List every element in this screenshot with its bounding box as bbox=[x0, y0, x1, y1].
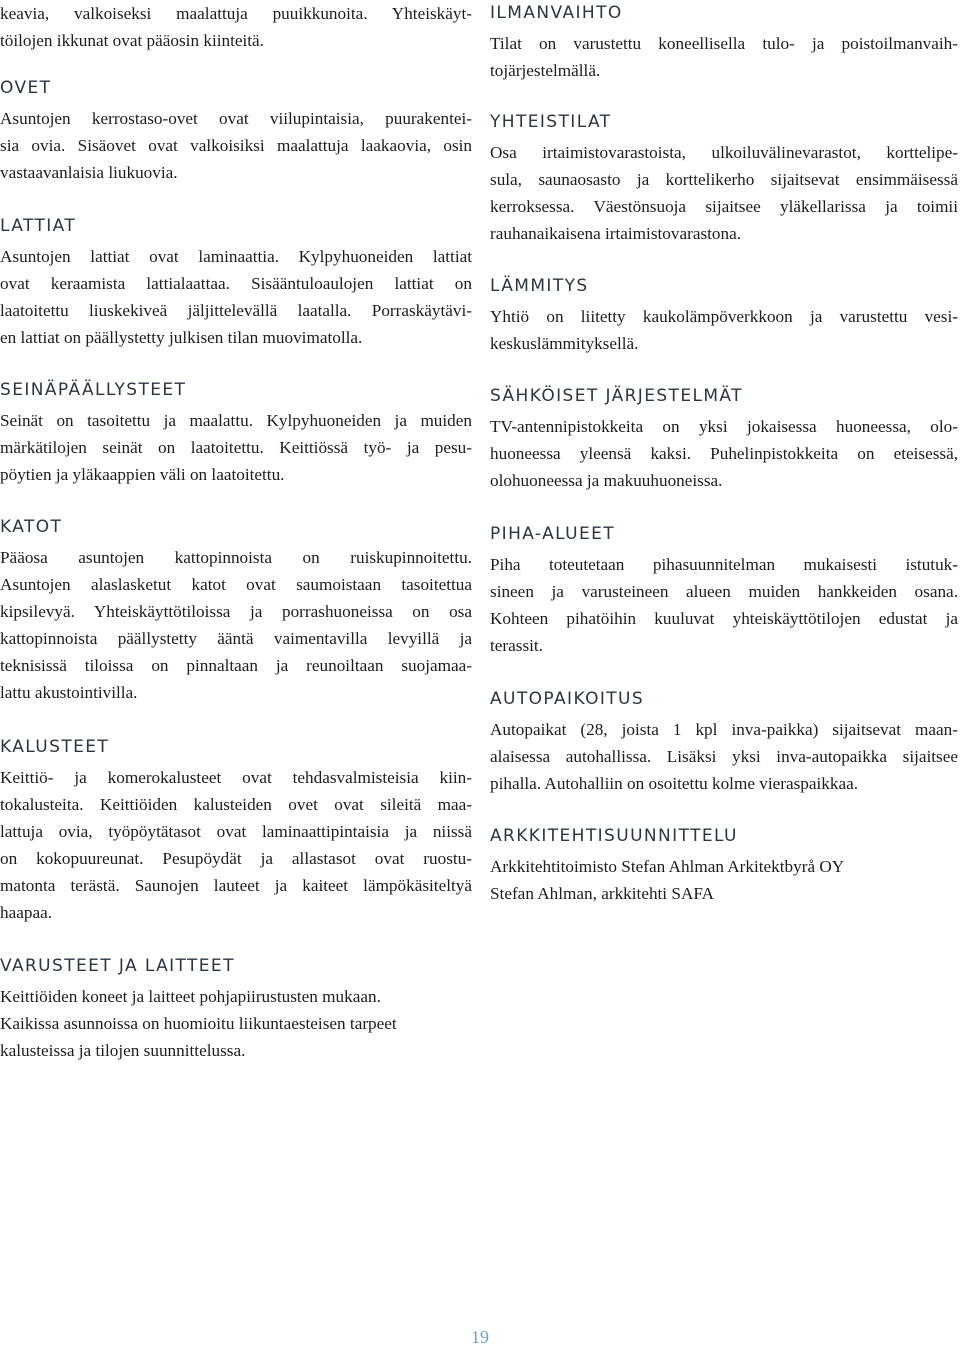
text-line: kerroksessa. Väestönsuoja sijaitsee yläkellarissa ja toimii bbox=[490, 197, 958, 216]
section-heading: ILMANVAIHTO bbox=[490, 3, 623, 23]
text-line: kipsilevyä. Yhteiskäyttötiloissa ja porrashuoneissa on osa bbox=[0, 602, 472, 621]
section-heading: YHTEISTILAT bbox=[490, 112, 612, 132]
text-line: pöytien ja yläkaappien väli on laatoitettu. bbox=[0, 465, 285, 484]
text-line: Osa irtaimistovarastoista, ulkoiluvälinevarastot, korttelipe- bbox=[490, 143, 958, 162]
section-body bbox=[0, 407, 472, 488]
text-line: lattuja ovia, työpöytätasot ovat laminaattipintaisia ja niissä bbox=[0, 822, 472, 841]
section-autopaikoitus bbox=[490, 689, 958, 797]
section-varusteet bbox=[0, 956, 397, 1064]
text-line: Pääosa asuntojen kattopinnoista on ruiskupinnoitettu. bbox=[0, 548, 472, 567]
section-heading: KALUSTEET bbox=[0, 737, 110, 757]
section-lattiat bbox=[0, 216, 472, 351]
section-lammitys bbox=[490, 276, 958, 357]
section-body bbox=[0, 764, 472, 926]
section-heading: LATTIAT bbox=[0, 216, 77, 236]
section-heading: OVET bbox=[0, 78, 52, 98]
section-sahkoiset bbox=[490, 386, 958, 494]
text-line: rauhanaikaisena irtaimistovarastona. bbox=[490, 224, 742, 243]
section-katot bbox=[0, 517, 472, 706]
section-body bbox=[0, 243, 472, 351]
text-line: Kohteen pihatöihin kuuluvat yhteiskäyttötilojen edustat ja bbox=[490, 609, 958, 628]
text-line: keskuslämmityksellä. bbox=[490, 334, 639, 353]
section-body bbox=[0, 983, 397, 1064]
section-body bbox=[0, 544, 472, 706]
section-body bbox=[0, 0, 472, 54]
section-heading: ARKKITEHTISUUNNITTELU bbox=[490, 826, 738, 846]
text-line: sia ovia. Sisäovet ovat valkoisiksi maalattuja laakaovia, osin bbox=[0, 136, 472, 155]
text-line: haapaa. bbox=[0, 903, 52, 922]
section-heading: LÄMMITYS bbox=[490, 276, 589, 296]
section-body bbox=[490, 551, 958, 659]
text-line: terassit. bbox=[490, 636, 543, 655]
text-line: TV-antennipistokkeita on yksi jokaisessa huoneessa, olo- bbox=[490, 417, 958, 436]
text-line: on kokopuureunat. Pesupöydät ja allastasot ovat ruostu- bbox=[0, 849, 472, 868]
section-body bbox=[490, 139, 958, 247]
text-line: Keittiö- ja komerokalusteet ovat tehdasvalmisteisia kiin- bbox=[0, 768, 472, 787]
section-body bbox=[490, 716, 958, 797]
text-line: keavia, valkoiseksi maalattuja puuikkunoita. Yhteiskäyt- bbox=[0, 4, 472, 23]
section-arkkitehti bbox=[490, 826, 844, 907]
text-line: kattopinnoista päällystetty ääntä vaimentavilla levyillä ja bbox=[0, 629, 472, 648]
section-body bbox=[490, 30, 958, 84]
text-line: olohuoneessa ja makuuhuoneissa. bbox=[490, 471, 723, 490]
text-line: Asuntojen alaslasketut katot ovat saumoistaan tasoitettua bbox=[0, 575, 472, 594]
text-line: Autopaikat (28, joista 1 kpl inva-paikka) sijaitsevat maan- bbox=[490, 720, 958, 739]
section-kalusteet bbox=[0, 737, 472, 926]
section-ovet bbox=[0, 78, 472, 186]
section-body bbox=[490, 303, 958, 357]
section-heading: VARUSTEET JA LAITTEET bbox=[0, 956, 235, 976]
section-body bbox=[490, 413, 958, 494]
text-line: pihalla. Autohalliin on osoitettu kolme vieraspaikkaa. bbox=[490, 774, 859, 793]
section-seinapaallysteet bbox=[0, 380, 472, 488]
section-heading: AUTOPAIKOITUS bbox=[490, 689, 645, 709]
text-line: tojärjestelmällä. bbox=[490, 61, 601, 80]
section-ilmanvaihto bbox=[490, 3, 958, 84]
text-line: töilojen ikkunat ovat pääosin kiinteitä. bbox=[0, 31, 264, 50]
page-number: 19 bbox=[471, 1327, 489, 1347]
text-line: kalusteissa ja tilojen suunnittelussa. bbox=[0, 1041, 246, 1060]
text-line: alaisessa autohallissa. Lisäksi yksi inva-autopaikka sijaitsee bbox=[490, 747, 958, 766]
text-line: Seinät on tasoitettu ja maalattu. Kylpyhuoneiden ja muiden bbox=[0, 411, 472, 430]
section-heading: PIHA-ALUEET bbox=[490, 524, 616, 544]
text-line: laatoitettu liuskekiveä jäljittelevällä laatalla. Porraskäytävi- bbox=[0, 301, 472, 320]
text-line: vastaavanlaisia liukuovia. bbox=[0, 163, 178, 182]
text-line: sineen ja varusteineen alueen muiden hankkeiden osana. bbox=[490, 582, 958, 601]
text-line: huoneessa yleensä kaksi. Puhelinpistokkeita on eteisessä, bbox=[490, 444, 958, 463]
section-heading: KATOT bbox=[0, 517, 63, 537]
text-line: ovat keraamista lattialaattaa. Sisääntuloaulojen lattiat on bbox=[0, 274, 472, 293]
text-line: Arkkitehtitoimisto Stefan Ahlman Arkitektbyrå OY bbox=[490, 857, 845, 876]
text-line: Asuntojen lattiat ovat laminaattia. Kylpyhuoneiden lattiat bbox=[0, 247, 472, 266]
text-line: en lattiat on päällystetty julkisen tilan muovimatolla. bbox=[0, 328, 363, 347]
text-line: Keittiöiden koneet ja laitteet pohjapiirustusten mukaan. bbox=[0, 987, 381, 1006]
text-line: Tilat on varustettu koneellisella tulo- ja poistoilmanvaih- bbox=[490, 34, 958, 53]
text-line: Piha toteutetaan pihasuunnitelman mukaisesti istutuk- bbox=[490, 555, 958, 574]
text-line: lattu akustointivilla. bbox=[0, 683, 138, 702]
text-line: märkätilojen seinät on laatoitettu. Keittiössä työ- ja pesu- bbox=[0, 438, 472, 457]
text-line: Kaikissa asunnoissa on huomioitu liikuntaesteisen tarpeet bbox=[0, 1014, 397, 1033]
text-line: Stefan Ahlman, arkkitehti SAFA bbox=[490, 884, 715, 903]
text-line: Asuntojen kerrostaso-ovet ovat viilupintaisia, puurakentei- bbox=[0, 109, 472, 128]
section-body bbox=[0, 105, 472, 186]
text-line: tokalusteita. Keittiöiden kalusteiden ovet ovat sileitä maa- bbox=[0, 795, 472, 814]
section-heading: SÄHKÖISET JÄRJESTELMÄT bbox=[490, 386, 743, 406]
section-intro bbox=[0, 0, 472, 54]
section-body bbox=[490, 853, 844, 907]
text-line: Yhtiö on liitetty kaukolämpöverkkoon ja varustettu vesi- bbox=[490, 307, 958, 326]
text-line: sula, saunaosasto ja korttelikerho sijaitsevat ensimmäisessä bbox=[490, 170, 958, 189]
text-line: teknisissä tiloissa on pinnaltaan ja reunoiltaan suojamaa- bbox=[0, 656, 472, 675]
section-piha bbox=[490, 524, 958, 659]
section-yhteistilat bbox=[490, 112, 958, 247]
text-line: matonta terästä. Saunojen lauteet ja kaiteet lämpökäsiteltyä bbox=[0, 876, 472, 895]
section-heading: SEINÄPÄÄLLYSTEET bbox=[0, 380, 187, 400]
